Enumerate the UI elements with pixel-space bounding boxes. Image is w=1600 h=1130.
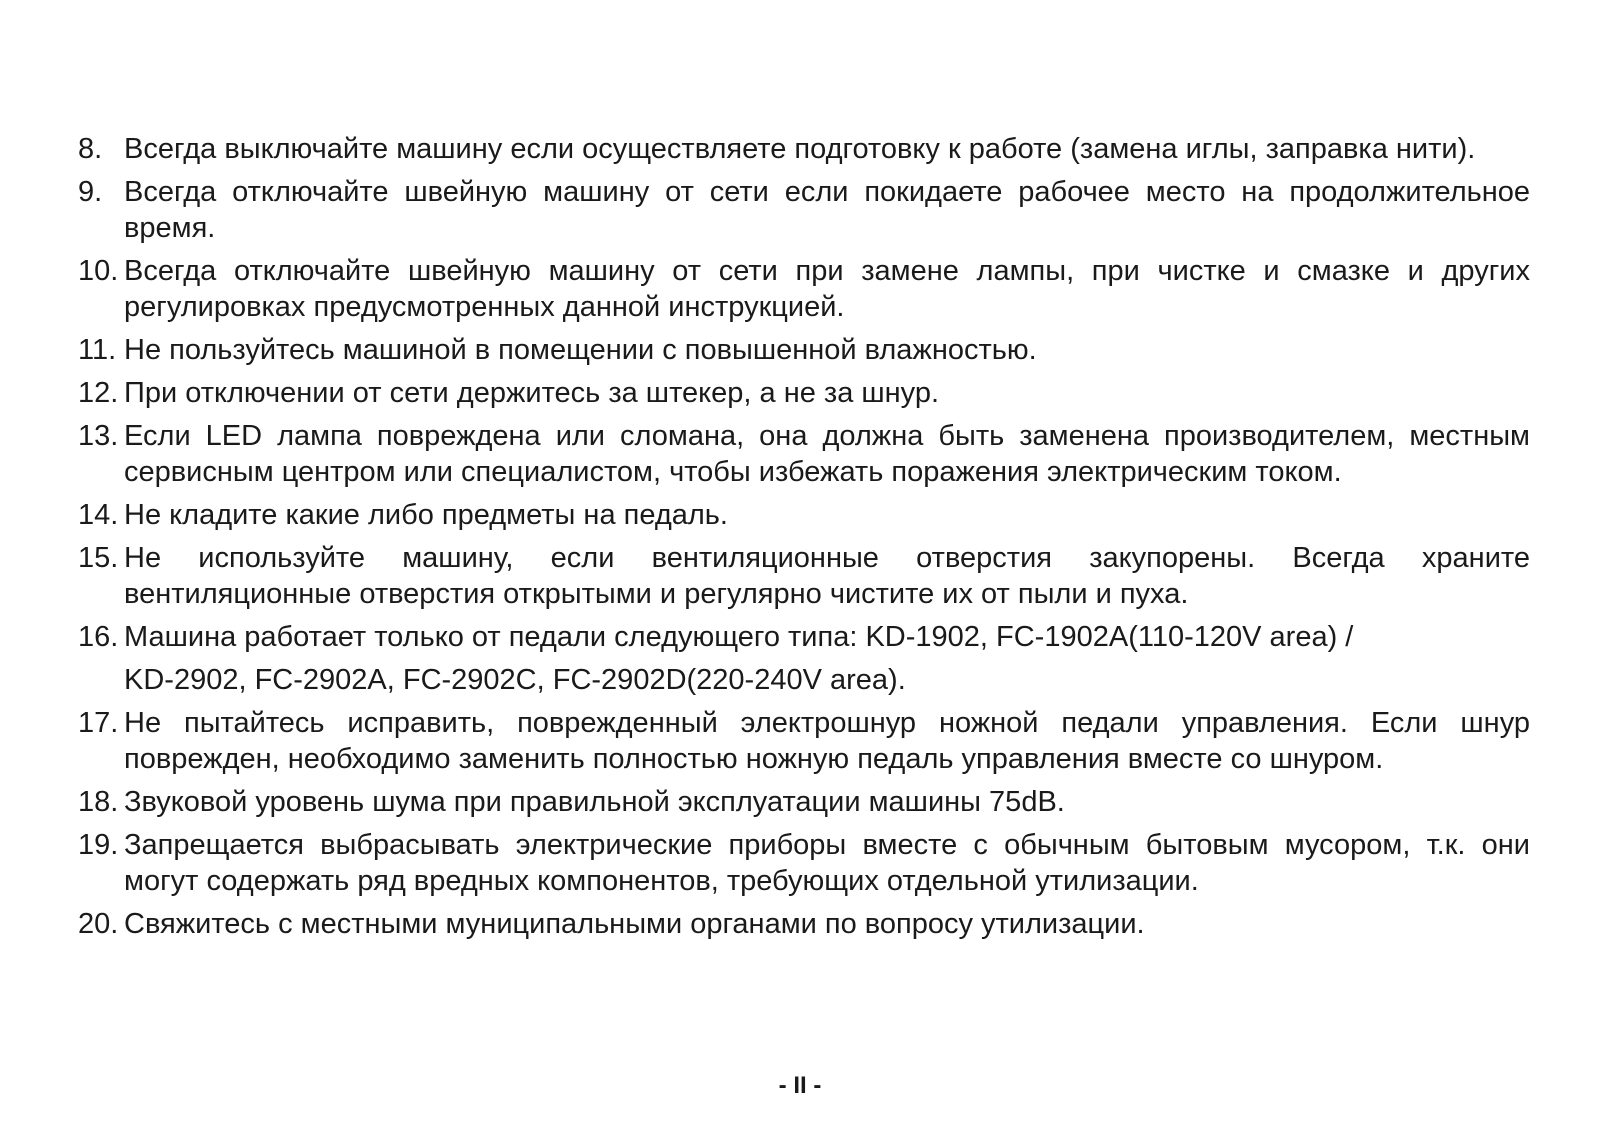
list-item — [78, 174, 1530, 246]
item-text: Всегда отключайте швейную машину от сети при замене лампы, при чистке и смазке и других регулировках предусмотренных данной инструкцией. — [124, 255, 1530, 323]
list-item — [78, 705, 1530, 777]
item-text-line: KD-2902, FC-2902A, FC-2902C, FC-2902D(220-240V area). — [124, 664, 906, 696]
item-text: Свяжитесь с местными муниципальными органами по вопросу утилизации. — [124, 908, 1145, 940]
item-text: Если LED лампа повреждена или сломана, она должна быть заменена производителем, местным сервисным центром или специалистом, чтобы избежать поражения электрическим током. — [124, 420, 1530, 488]
safety-instructions-list — [78, 131, 1530, 949]
list-item — [78, 619, 1530, 698]
item-text: Запрещается выбрасывать электрические приборы вместе с обычным бытовым мусором, т.к. они могут содержать ряд вредных компонентов, требующих отдельной утилизации. — [124, 829, 1530, 897]
list-item — [78, 906, 1530, 942]
item-number: 14. — [78, 499, 119, 531]
item-text: Не пытайтесь исправить, поврежденный электрошнур ножной педали управления. Если шнур поврежден, необходимо заменить полностью ножную педаль управления вместе со шнуром. — [124, 707, 1530, 775]
item-number: 12. — [78, 377, 119, 409]
item-text: При отключении от сети держитесь за штекер, а не за шнур. — [124, 377, 940, 409]
list-item — [78, 497, 1530, 533]
item-number: 11. — [78, 334, 117, 366]
item-number: 15. — [78, 542, 119, 574]
list-item — [78, 827, 1530, 899]
item-number: 20. — [78, 908, 119, 940]
item-text: Всегда отключайте швейную машину от сети если покидаете рабочее место на продолжительное время. — [124, 176, 1530, 244]
item-text: Не используйте машину, если вентиляционные отверстия закупорены. Всегда храните вентиляционные отверстия открытыми и регулярно чистите их от пыли и пуха. — [124, 542, 1530, 610]
list-item — [78, 375, 1530, 411]
item-text: Звуковой уровень шума при правильной эксплуатации машины 75dB. — [124, 786, 1065, 818]
item-number: 8. — [78, 133, 103, 165]
item-text: Не пользуйтесь машиной в помещении с повышенной влажностью. — [124, 334, 1037, 366]
list-item — [78, 418, 1530, 490]
page-number: - II - — [778, 1072, 822, 1099]
item-text: Всегда выключайте машину если осуществляете подготовку к работе (замена иглы, заправка нити). — [124, 133, 1476, 165]
list-item — [78, 540, 1530, 612]
list-item — [78, 253, 1530, 325]
item-text-line: Машина работает только от педали следующего типа: KD-1902, FC-1902A(110-120V area) / — [124, 621, 1354, 653]
item-number: 16. — [78, 621, 119, 653]
item-number: 17. — [78, 707, 119, 739]
list-item — [78, 332, 1530, 368]
item-number: 9. — [78, 176, 103, 208]
item-number: 18. — [78, 786, 119, 818]
item-number: 19. — [78, 829, 119, 861]
item-text: Не кладите какие либо предметы на педаль. — [124, 499, 728, 531]
list-item — [78, 784, 1530, 820]
list-item — [78, 131, 1530, 167]
item-text — [124, 619, 1530, 698]
item-number: 10. — [78, 255, 119, 287]
item-number: 13. — [78, 420, 119, 452]
